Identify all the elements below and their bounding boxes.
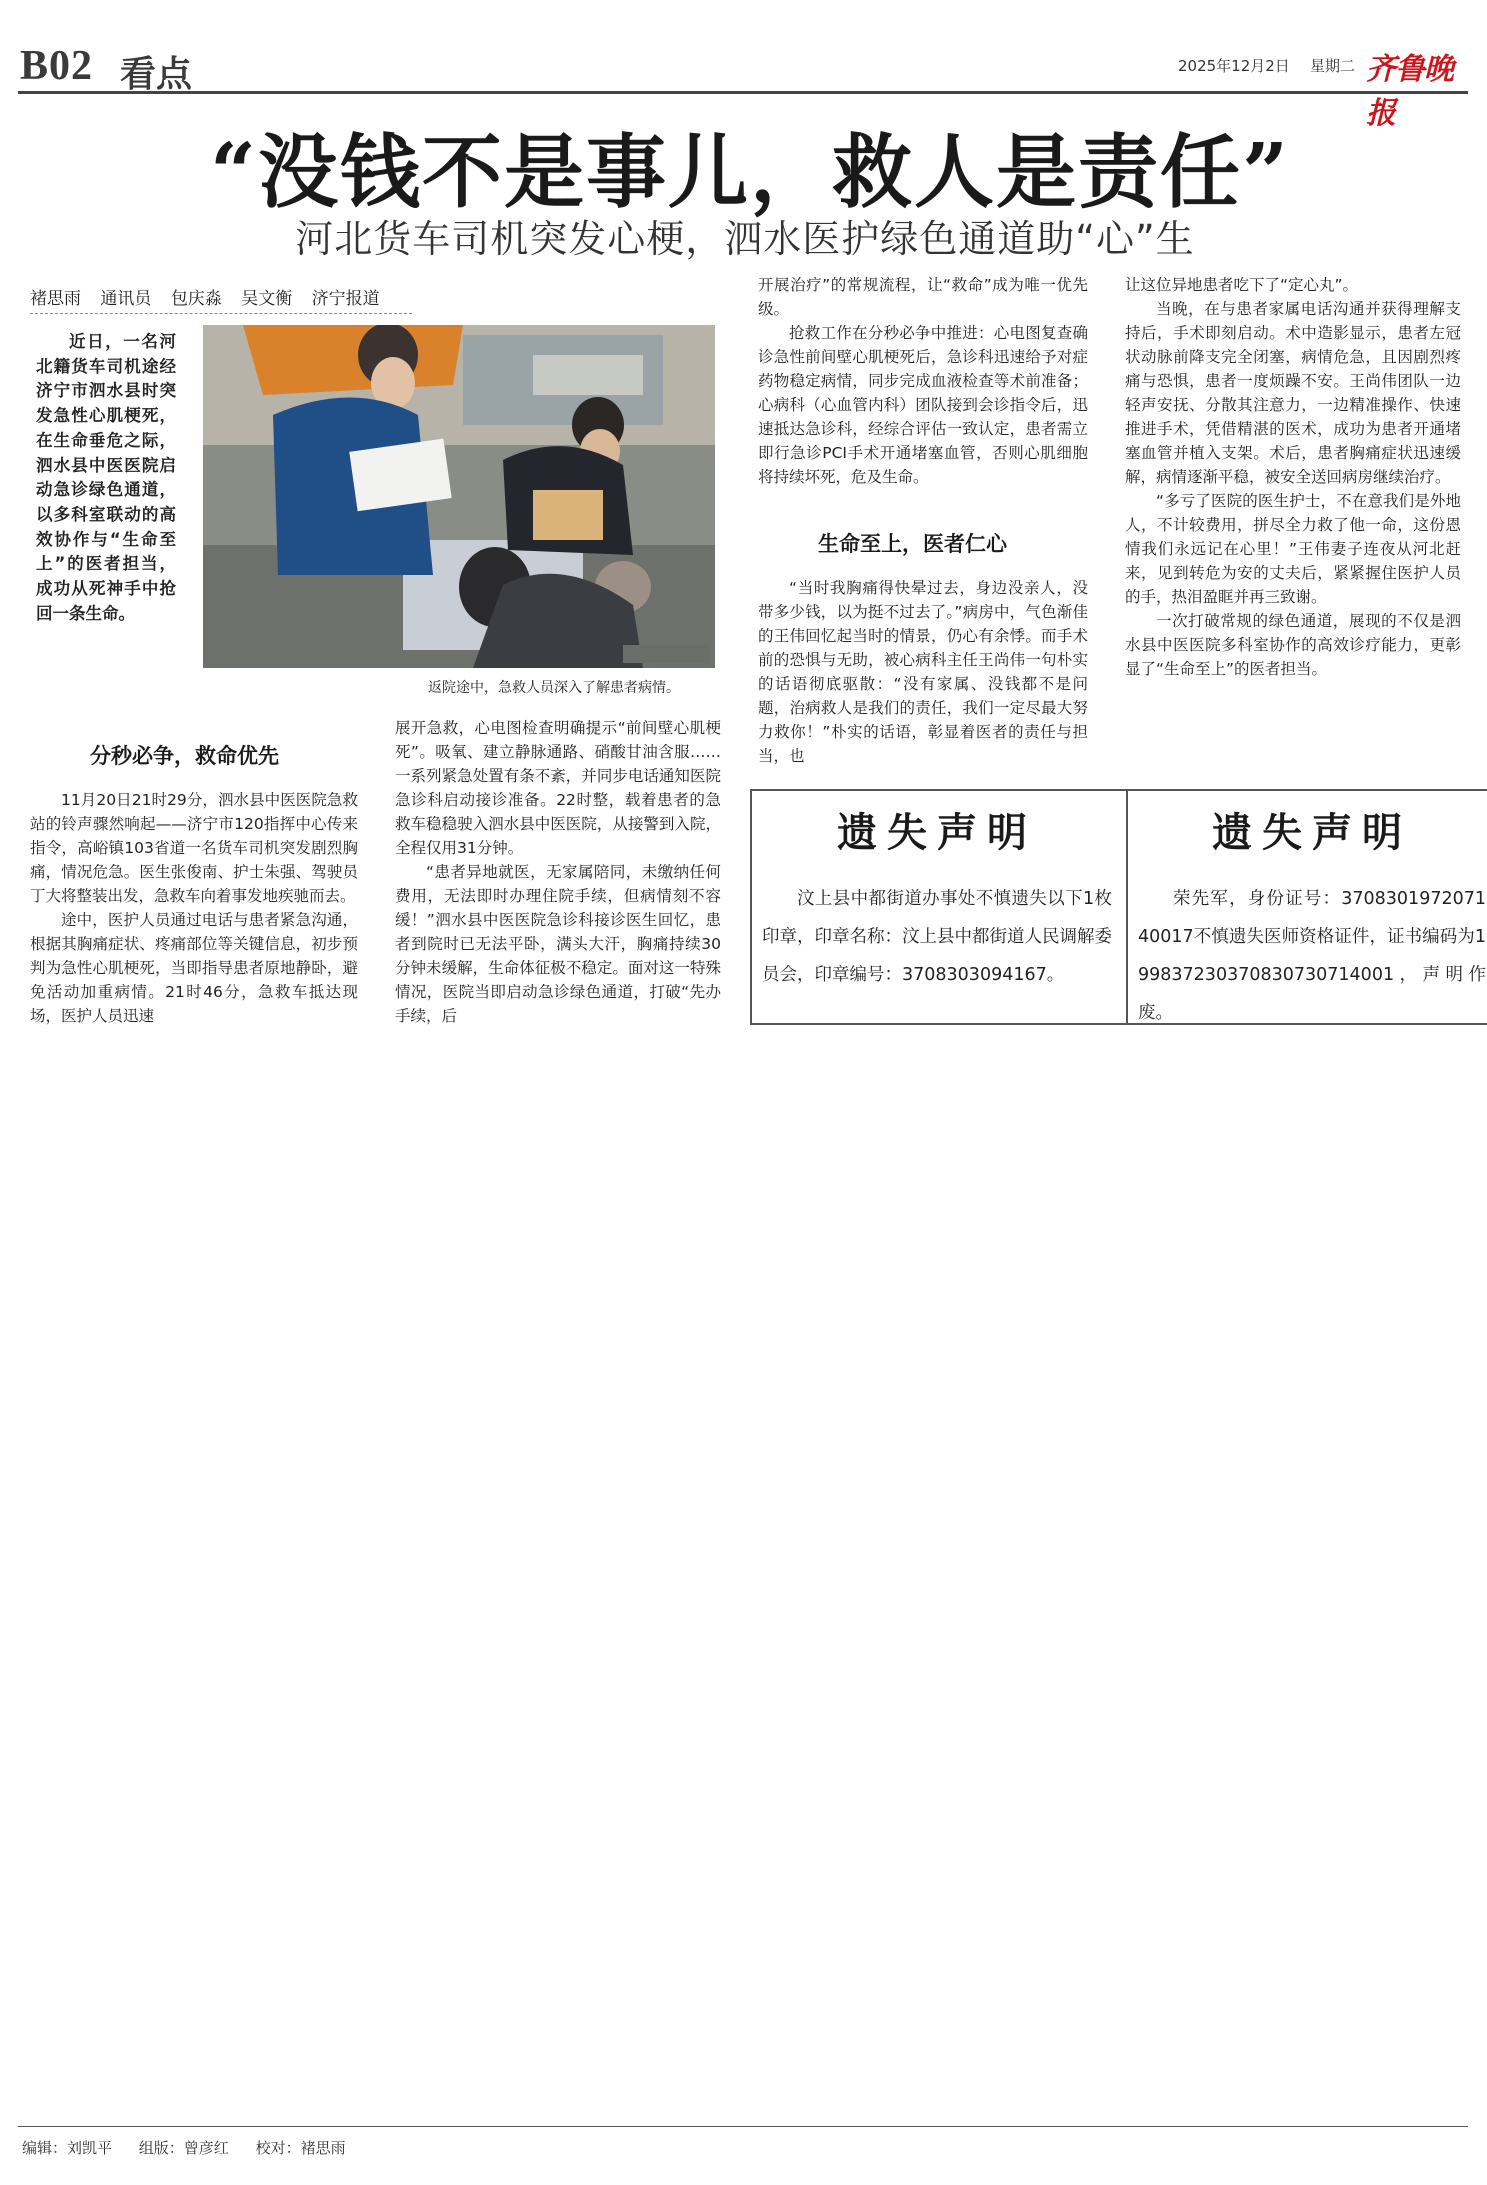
paragraph: 开展治疗”的常规流程，让“救命”成为唯一优先级。 bbox=[758, 276, 1088, 318]
article-headline: “没钱不是事儿，救人是责任” bbox=[209, 125, 1291, 219]
notice-body: 荣先军，身份证号：370830197207140017不慎遗失医师资格证件，证书编码为199837230370830730714001，声明作废。 bbox=[1138, 889, 1486, 1023]
page-header bbox=[18, 38, 1468, 131]
ambulance-photo bbox=[203, 325, 715, 668]
notice-body: 汶上县中都街道办事处不慎遗失以下1枚印章，印章名称：汶上县中都街道人民调解委员会，印章编号：3708303094167。 bbox=[762, 889, 1112, 985]
article-column-4 bbox=[1125, 273, 1461, 681]
paragraph: “多亏了医院的医生护士，不在意我们是外地人，不计较费用，拼尽全力救了他一命，这份恩情我们永远记在心里！”王伟妻子连夜从河北赶来，见到转危为安的丈夫后，紧紧握住医护人员的手，热泪盈眶并再三致谢。 bbox=[1125, 492, 1461, 606]
paragraph: 抢救工作在分秒必争中推进：心电图复查确诊急性前间壁心肌梗死后，急诊科迅速给予对症药物稳定病情，同步完成血液检查等术前准备；心病科（心血管内科）团队接到会诊指令后，迅速抵达急诊科，经综合评估一致认定，患者需立即行急诊PCI手术开通堵塞血管，否则心肌细胞将持续坏死，危及生命。 bbox=[758, 324, 1088, 486]
notice-title: 遗失声明 bbox=[837, 809, 1037, 856]
footer-divider bbox=[18, 2126, 1468, 2127]
paragraph: 展开急救，心电图检查明确提示“前间壁心肌梗死”。吸氧、建立静脉通路、硝酸甘油含服……一系列紧急处置有条不紊，并同步电话通知医院急诊科启动接诊准备。22时整，载着患者的急救车稳稳驶入泗水县中医医院，从接警到入院，全程仅用31分钟。 bbox=[395, 719, 721, 857]
byline-correspondent: 包庆淼 bbox=[170, 289, 222, 309]
section-subtitle: 生命至上，医者仁心 bbox=[818, 531, 1007, 556]
article-column-3 bbox=[758, 273, 1088, 489]
footer-layout: 组版：曾彦红 bbox=[138, 2139, 229, 2157]
photo-caption: 返院途中，急救人员深入了解患者病情。 bbox=[428, 680, 680, 696]
article-subhead: 河北货车司机突发心梗，泗水医护绿色通道助“心”生 bbox=[295, 217, 1195, 261]
article-column-2 bbox=[395, 716, 721, 1028]
article-column-1 bbox=[30, 788, 358, 1028]
paragraph: “当时我胸痛得快晕过去，身边没亲人，没带多少钱，以为挺不过去了。”病房中，气色渐佳的王伟回忆起当时的情景，仍心有余悸。而手术前的恐惧与无助，被心病科主任王尚伟一句朴实的话语彻底驱散：“没有家属、没钱都不是问题，治病救人是我们的责任，我们一定尽最大努力救你！”朴实的话语，彰显着医者的责任与担当，也 bbox=[758, 579, 1088, 765]
newspaper-masthead: 齐鲁晚报 bbox=[1366, 52, 1453, 131]
issue-date: 2025年12月2日 bbox=[1178, 57, 1290, 75]
article-column-3b bbox=[758, 576, 1088, 768]
page-number: B02 bbox=[20, 43, 94, 89]
paragraph: 让这位异地患者吃下了“定心丸”。 bbox=[1125, 276, 1359, 294]
byline-role: 通讯员 bbox=[100, 289, 152, 309]
article-lead: 近日，一名河北籍货车司机途经济宁市泗水县时突发急性心肌梗死，在生命垂危之际，泗水县中医医院启动急诊绿色通道，以多科室联动的高效协作与“生命至上”的医者担当，成功从死神手中抢回一条生命。 bbox=[36, 332, 176, 623]
byline bbox=[30, 284, 412, 314]
lost-notice bbox=[752, 791, 1126, 1023]
section-name: 看点 bbox=[120, 53, 193, 95]
section-subtitle: 分秒必争，救命优先 bbox=[90, 743, 279, 768]
byline-correspondent: 吴文衡 bbox=[241, 289, 293, 309]
paragraph: 11月20日21时29分，泗水县中医医院急救站的铃声骤然响起——济宁市120指挥中心传来指令，高峪镇103省道一名货车司机突发剧烈胸痛，情况危急。医生张俊南、护士朱强、驾驶员丁大将整装出发，急救车向着事发地疾驰而去。 bbox=[30, 791, 358, 905]
paragraph: 途中，医护人员通过电话与患者紧急沟通，根据其胸痛症状、疼痛部位等关键信息，初步预判为急性心肌梗死，当即指导患者原地静卧，避免活动加重病情。21时46分，急救车抵达现场，医护人员迅速 bbox=[30, 911, 358, 1025]
byline-dateline: 济宁报道 bbox=[311, 289, 380, 309]
issue-weekday: 星期二 bbox=[1310, 57, 1356, 75]
paragraph: 当晚，在与患者家属电话沟通并获得理解支持后，手术即刻启动。术中造影显示，患者左冠状动脉前降支完全闭塞，病情危急，且因剧烈疼痛与恐惧，患者一度烦躁不安。王尚伟团队一边轻声安抚、分散其注意力，一边精准操作、快速推进手术，凭借精湛的医术，成功为患者开通堵塞血管并植入支架。术后，患者胸痛症状迅速缓解，病情逐渐平稳，被安全送回病房继续治疗。 bbox=[1125, 300, 1461, 486]
byline-author: 褚思雨 bbox=[30, 289, 81, 309]
footer-editor: 编辑：刘凯平 bbox=[22, 2139, 113, 2157]
notice-title: 遗失声明 bbox=[1212, 809, 1412, 856]
paragraph: “患者异地就医，无家属陪同，未缴纳任何费用，无法即时办理住院手续，但病情刻不容缓！”泗水县中医医院急诊科接诊医生回忆，患者到院时已无法平卧，满头大汗，胸痛持续30分钟未缓解，生命体征极不稳定。面对这一特殊情况，医院当即启动急诊绿色通道，打破“先办手续，后 bbox=[395, 863, 721, 1025]
footer-proof: 校对：褚思雨 bbox=[255, 2139, 346, 2157]
lost-notice bbox=[1126, 791, 1487, 1023]
lost-notice-box bbox=[750, 789, 1487, 1025]
page-footer bbox=[22, 2137, 368, 2158]
paragraph: 一次打破常规的绿色通道，展现的不仅是泗水县中医医院多科室协作的高效诊疗能力，更彰显了“生命至上”的医者担当。 bbox=[1125, 612, 1461, 678]
